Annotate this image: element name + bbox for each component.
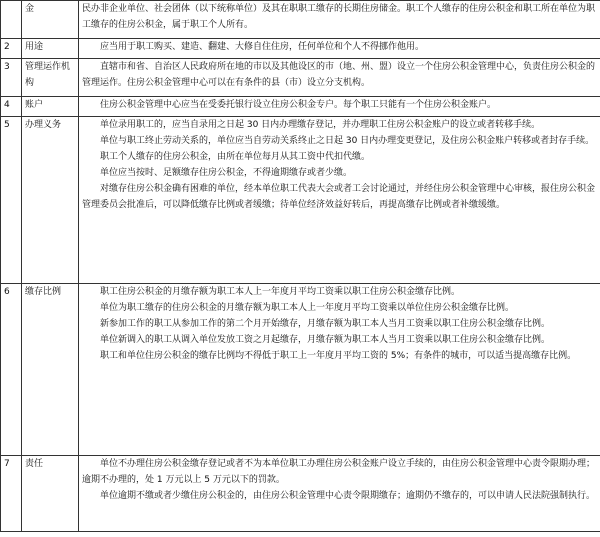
- row-title: 办理义务: [22, 117, 79, 284]
- content-paragraph: 职工住房公积金的月缴存额为职工本人上一年度月平均工资乘以职工住房公积金缴存比例。: [100, 287, 461, 297]
- row-title: 金: [22, 1, 79, 39]
- row-title: 管理运作机构: [22, 59, 79, 97]
- table-row: [1, 59, 600, 97]
- content-paragraph: 职工和单位住房公积金的缴存比例均不得低于职工上一年度月平均工资的 5%；有条件的城市，可以适当提高缴存比例。: [100, 351, 577, 361]
- row-content: [79, 97, 600, 117]
- row-number: [1, 1, 22, 39]
- content-paragraph: 新参加工作的职工从参加工作的第二个月开始缴存，月缴存额为职工本人当月工资乘以职工住房公积金缴存比例。: [100, 319, 551, 329]
- content-paragraph: 住房公积金管理中心应当在受委托银行设立住房公积金专户。每个职工只能有一个住房公积金账户。: [100, 100, 497, 110]
- row-content: [79, 1, 600, 39]
- row-title: 责任: [22, 456, 79, 532]
- content-paragraph: 职工个人缴存的住房公积金，由所在单位每月从其工资中代扣代缴。: [100, 152, 371, 162]
- row-content: [79, 284, 600, 456]
- row-title: 缴存比例: [22, 284, 79, 456]
- content-paragraph: 单位与职工终止劳动关系的，单位应当自劳动关系终止之日起 30 日内办理变更登记，及住房公积金账户转移或者封存手续。: [100, 136, 595, 146]
- row-title: 账户: [22, 97, 79, 117]
- row-number: 3: [1, 59, 22, 97]
- row-content: [79, 59, 600, 97]
- table-row: [1, 39, 600, 59]
- content-paragraph: 单位不办理住房公积金缴存登记或者不为本单位职工办理住房公积金账户设立手续的，由住房公积金管理中心责令限期办理；逾期不办理的，处 1 万元以上 5 万元以下的罚款。: [82, 459, 596, 485]
- row-number: 2: [1, 39, 22, 59]
- content-paragraph: 直辖市和省、自治区人民政府所在地的市以及其他设区的市（地、州、盟）设立一个住房公积金管理中心，负责住房公积金的管理运作。住房公积金管理中心可以在有条件的县（市）设立分支机构。: [82, 62, 596, 88]
- row-number: 5: [1, 117, 22, 284]
- content-paragraph: 应当用于职工购买、建造、翻建、大修自住住房，任何单位和个人不得挪作他用。: [100, 42, 425, 52]
- row-content: [79, 39, 600, 59]
- content-paragraph: 单位应当按时、足额缴存住房公积金，不得逾期缴存或者少缴。: [100, 168, 353, 178]
- content-paragraph: 民办非企业单位、社会团体（以下统称单位）及其在职职工缴存的长期住房储金。职工个人缴存的住房公积金和职工所在单位为职工缴存的住房公积金，属于职工个人所有。: [82, 4, 596, 30]
- row-number: 6: [1, 284, 22, 456]
- row-number: 4: [1, 97, 22, 117]
- content-paragraph: 单位录用职工的，应当自录用之日起 30 日内办理缴存登记，并办理职工住房公积金账户的设立或者转移手续。: [100, 120, 541, 130]
- content-paragraph: 单位新调入的职工从调入单位发放工资之月起缴存，月缴存额为职工本人当月工资乘以职工住房公积金缴存比例。: [100, 335, 551, 345]
- table-row: [1, 117, 600, 284]
- content-paragraph: 单位逾期不缴或者少缴住房公积金的，由住房公积金管理中心责令限期缴存；逾期仍不缴存的，可以申请人民法院强制执行。: [100, 491, 596, 501]
- table-row: [1, 456, 600, 532]
- content-paragraph: 对缴存住房公积金确有困难的单位，经本单位职工代表大会或者工会讨论通过，并经住房公积金管理中心审核，报住房公积金管理委员会批准后，可以降低缴存比例或者缓缴；待单位经济效益好转后，再提高缴存比例或者补缴缓缴。: [82, 184, 596, 210]
- row-content: [79, 117, 600, 284]
- table-row: [1, 284, 600, 456]
- row-number: 7: [1, 456, 22, 532]
- table-row: [1, 97, 600, 117]
- row-title: 用途: [22, 39, 79, 59]
- content-paragraph: 单位为职工缴存的住房公积金的月缴存额为职工本人上一年度月平均工资乘以单位住房公积金缴存比例。: [100, 303, 515, 313]
- table-row: [1, 1, 600, 39]
- row-content: [79, 456, 600, 532]
